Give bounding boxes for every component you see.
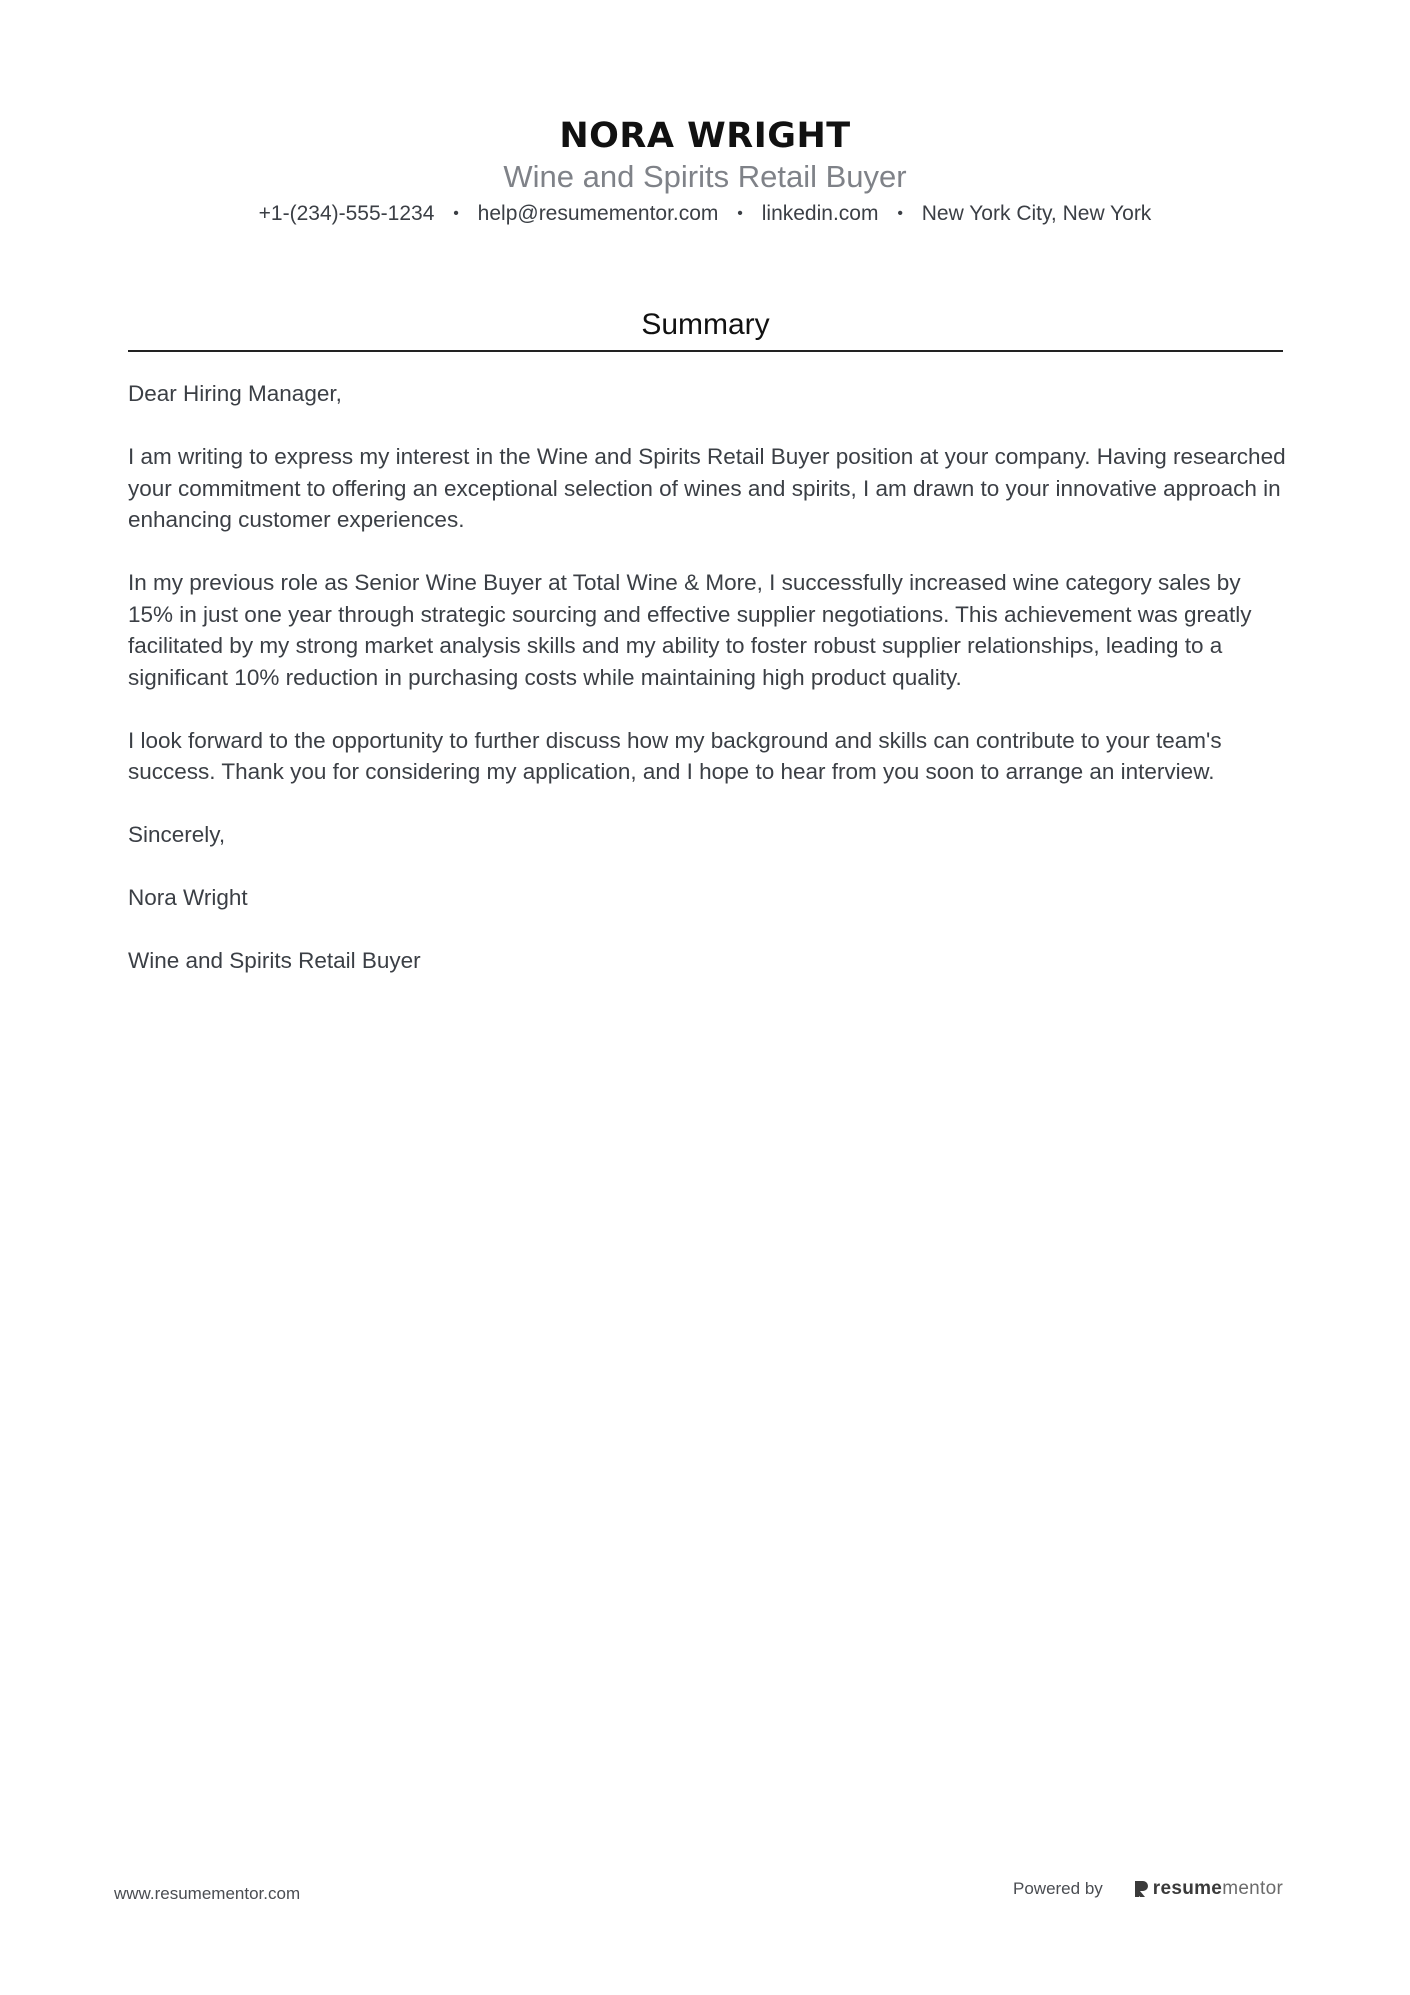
contact-line <box>0 200 1410 228</box>
signature-name: Nora Wright <box>128 885 248 910</box>
powered-by-label: Powered by <box>1013 1879 1103 1898</box>
section-divider <box>128 350 1283 352</box>
brand-text-bold: resume <box>1152 1878 1223 1899</box>
letter-paragraph: I look forward to the opportunity to further discuss how my background and skills can contribute to your team's success. Thank you for considering my application, and I hope to hear from you soon to arrange an interview. <box>128 727 1222 784</box>
letter-closing: Sincerely, <box>128 822 226 847</box>
footer-branding <box>1013 1878 1283 1900</box>
resumementor-logo[interactable] <box>1133 1878 1283 1900</box>
footer-website[interactable]: www.resumementor.com <box>114 1884 301 1903</box>
letter-body <box>128 378 1288 1008</box>
section-title: Summary <box>641 308 770 341</box>
letter-paragraph: I am writing to express my interest in the Wine and Spirits Retail Buyer position at your company. Having researched your commitment to offering an exceptional selection of wines and spirits, I am drawn to your innovative approach in enhancing customer experiences. <box>128 444 1286 532</box>
separator-dot: • <box>737 205 743 222</box>
signature-title: Wine and Spirits Retail Buyer <box>128 948 421 973</box>
brand-text-light: mentor <box>1222 1878 1284 1899</box>
applicant-title: Wine and Spirits Retail Buyer <box>503 159 907 194</box>
separator-dot: • <box>453 205 459 222</box>
applicant-name: NORA WRIGHT <box>559 116 851 156</box>
contact-email[interactable]: help@resumementor.com <box>477 202 719 225</box>
letter-greeting: Dear Hiring Manager, <box>128 381 342 406</box>
contact-phone: +1-(234)-555-1234 <box>258 202 435 225</box>
separator-dot: • <box>897 205 903 222</box>
letter-paragraph: In my previous role as Senior Wine Buyer at Total Wine & More, I successfully increased wine category sales by 15% in just one year through strategic sourcing and effective supplier negotiations. This achievement was greatly facilitated by my strong market analysis skills and my ability to foster robust supplier relationships, leading to a significant 10% reduction in purchasing costs while maintaining high product quality. <box>128 570 1252 690</box>
header <box>0 112 1410 228</box>
contact-linkedin[interactable]: linkedin.com <box>761 202 879 225</box>
resumementor-logo-icon <box>1133 1879 1149 1899</box>
contact-location: New York City, New York <box>921 202 1152 225</box>
